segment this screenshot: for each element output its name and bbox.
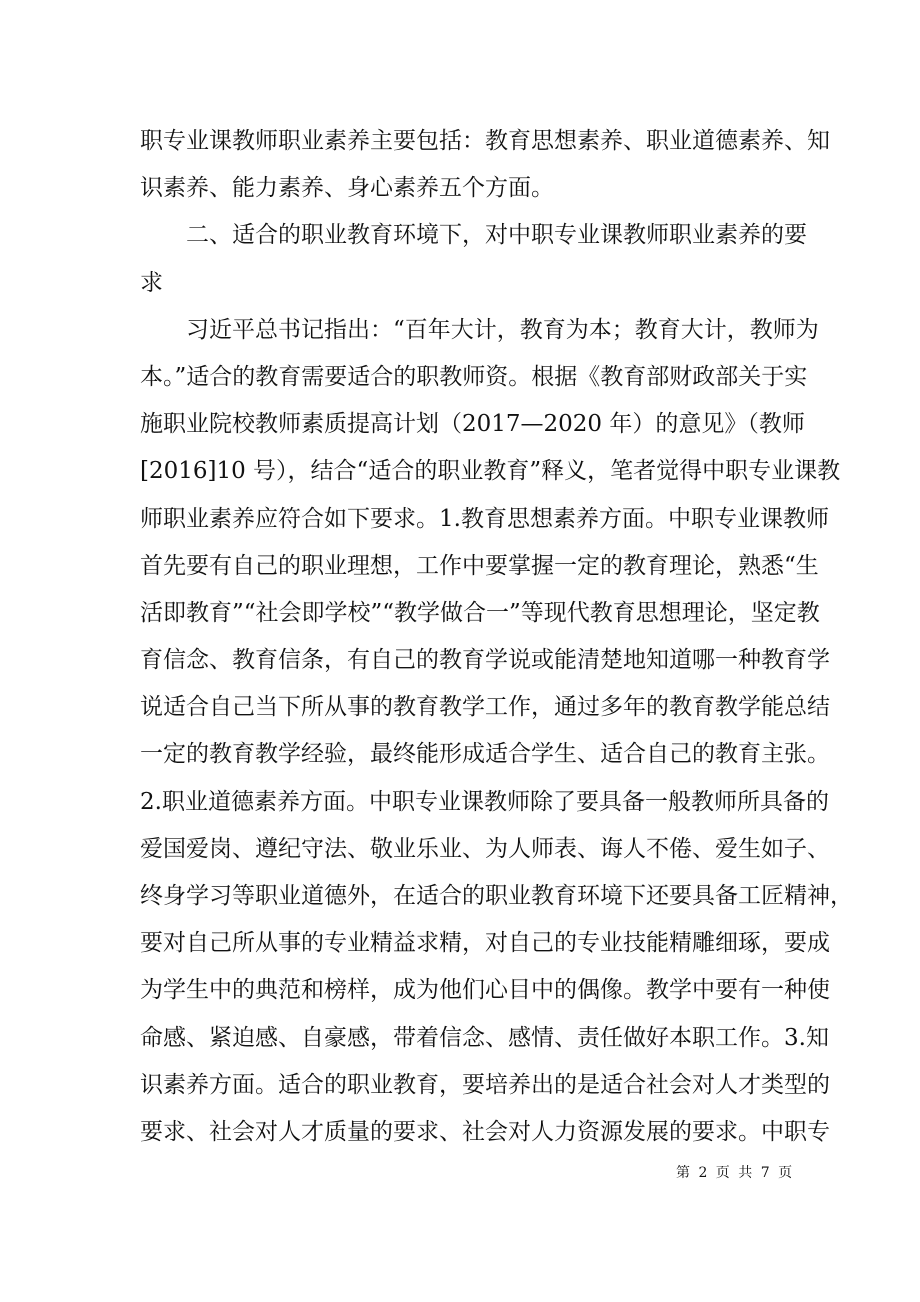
text-line: 爱国爱岗、遵纪守法、敬业乐业、为人师表、诲人不倦、爱生如子、 xyxy=(140,835,830,862)
text-line: 终身学习等职业道德外，在适合的职业教育环境下还要具备工匠精神， xyxy=(140,883,853,909)
text-line: 活即教育”“社会即学校”“教学做合一”等现代教育思想理论，坚定教 xyxy=(140,599,820,626)
section-heading-line: 二、适合的职业教育环境下，对中职专业课教师职业素养的要 xyxy=(140,222,807,249)
body-text xyxy=(140,118,853,1156)
page-footer: 第 2 页 共 7 页 xyxy=(676,1165,795,1181)
section-heading-line: 求 xyxy=(140,269,163,296)
text-line: 识素养、能力素养、身心素养五个方面。 xyxy=(140,175,554,202)
text-line: 要求、社会对人才质量的要求、社会对人力资源发展的要求。中职专 xyxy=(140,1118,830,1145)
text-line: 一定的教育教学经验，最终能形成适合学生、适合自己的教育主张。 xyxy=(140,741,830,768)
text-line: 说适合自己当下所从事的教育教学工作，通过多年的教育教学能总结 xyxy=(140,694,830,721)
text-line: 命感、紧迫感、自豪感，带着信念、感情、责任做好本职工作。3.知 xyxy=(140,1024,829,1051)
text-line: 识素养方面。适合的职业教育，要培养出的是适合社会对人才类型的 xyxy=(140,1071,830,1098)
text-line: 要对自己所从事的专业精益求精，对自己的专业技能精雕细琢，要成 xyxy=(140,930,830,957)
text-line: 2.职业道德素养方面。中职专业课教师除了要具备一般教师所具备的 xyxy=(140,788,829,815)
text-line: 习近平总书记指出：“百年大计，教育为本；教育大计，教师为 xyxy=(140,316,819,343)
text-line: 为学生中的典范和榜样，成为他们心目中的偶像。教学中要有一种使 xyxy=(140,977,830,1004)
text-line: 首先要有自己的职业理想，工作中要掌握一定的教育理论，熟悉“生 xyxy=(140,552,819,579)
text-line: 师职业素养应符合如下要求。1.教育思想素养方面。中职专业课教师 xyxy=(140,505,829,532)
text-line: 施职业院校教师素质提高计划（2017—2020 年）的意见》（教师 xyxy=(140,411,805,438)
text-line: 职专业课教师职业素养主要包括：教育思想素养、职业道德素养、知 xyxy=(140,128,830,154)
text-line: 本。”适合的教育需要适合的职教师资。根据《教育部财政部关于实 xyxy=(140,363,808,390)
text-line: [2016]10 号），结合“适合的职业教育”释义，笔者觉得中职专业课教 xyxy=(140,458,841,485)
text-line: 育信念、教育信条，有自己的教育学说或能清楚地知道哪一种教育学 xyxy=(140,647,830,674)
